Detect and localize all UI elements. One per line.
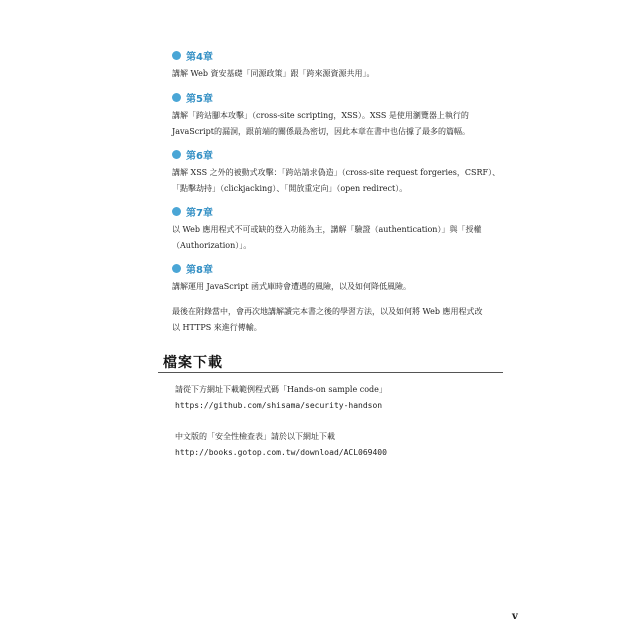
appendix-line-2: 以 HTTPS 來進行傳輸。 xyxy=(172,323,262,332)
chapter-6-heading xyxy=(172,147,512,161)
chapter-5-title: 第5章 xyxy=(186,93,213,105)
chapter-6 xyxy=(172,147,512,197)
bullet-icon xyxy=(172,150,181,159)
chapter-7-title: 第7章 xyxy=(186,207,213,219)
chapter-7-line-2: （Authorization）」。 xyxy=(172,241,252,250)
appendix-paragraph xyxy=(172,304,512,336)
chapter-8-line-1: 講解運用 JavaScript 函式庫時會遭遇的風險，以及如何降低風險。 xyxy=(172,282,412,291)
chapter-4-title: 第4章 xyxy=(186,51,213,63)
checklist-url[interactable]: http://books.gotop.com.tw/download/ACL069400 xyxy=(175,448,387,457)
chapter-8 xyxy=(172,261,512,295)
chapter-7-description xyxy=(172,222,512,254)
bullet-icon xyxy=(172,51,181,60)
chapter-6-line-1: 講解 XSS 之外的被動式攻擊：「跨站請求偽造」（cross-site request forgeries，CSRF）、 xyxy=(172,168,501,177)
chapter-5-heading xyxy=(172,90,512,104)
appendix-line-1: 最後在附錄當中，會再次地講解讀完本書之後的學習方法，以及如何將 Web 應用程式改 xyxy=(172,307,483,316)
checklist-block xyxy=(175,429,387,461)
sample-code-intro: 請從下方網址下載範例程式碼「Hands-on sample code」 xyxy=(175,385,387,394)
bullet-icon xyxy=(172,207,181,216)
chapter-8-title: 第8章 xyxy=(186,264,213,276)
bullet-icon xyxy=(172,264,181,273)
chapter-7 xyxy=(172,204,512,254)
sample-code-url[interactable]: https://github.com/shisama/security-handson xyxy=(175,401,383,410)
chapter-5 xyxy=(172,90,512,140)
section-divider xyxy=(158,372,503,373)
chapter-8-description xyxy=(172,279,512,295)
chapter-8-heading xyxy=(172,261,512,275)
chapter-6-title: 第6章 xyxy=(186,150,213,162)
chapter-5-line-2: JavaScript的漏洞，跟前端的關係最為密切，因此本章在書中也佔據了最多的篇幅。 xyxy=(172,127,470,136)
chapter-4-line-1: 講解 Web 資安基礎「同源政策」跟「跨來源資源共用」。 xyxy=(172,69,375,78)
checklist-intro: 中文版的「安全性檢查表」請於以下網址下載 xyxy=(175,432,335,441)
sample-code-block xyxy=(175,382,387,414)
chapter-7-line-1: 以 Web 應用程式不可或缺的登入功能為主，講解「驗證（authentication）」與「授權 xyxy=(172,225,482,234)
chapter-4-description xyxy=(172,66,512,82)
chapter-6-description xyxy=(172,165,512,197)
page-number: v xyxy=(512,611,518,622)
chapter-5-description xyxy=(172,108,512,140)
bullet-icon xyxy=(172,93,181,102)
chapter-7-heading xyxy=(172,204,512,218)
chapter-4-heading xyxy=(172,48,512,62)
chapter-5-line-1: 講解「跨站腳本攻擊」（cross-site scripting，XSS）。XSS 是使用瀏覽器上執行的 xyxy=(172,111,469,120)
download-section-title: 檔案下載 xyxy=(163,355,223,371)
chapter-6-line-2: 「點擊劫持」（clickjacking）、「開放重定向」（open redirect）。 xyxy=(172,184,408,193)
chapter-4 xyxy=(172,48,512,82)
